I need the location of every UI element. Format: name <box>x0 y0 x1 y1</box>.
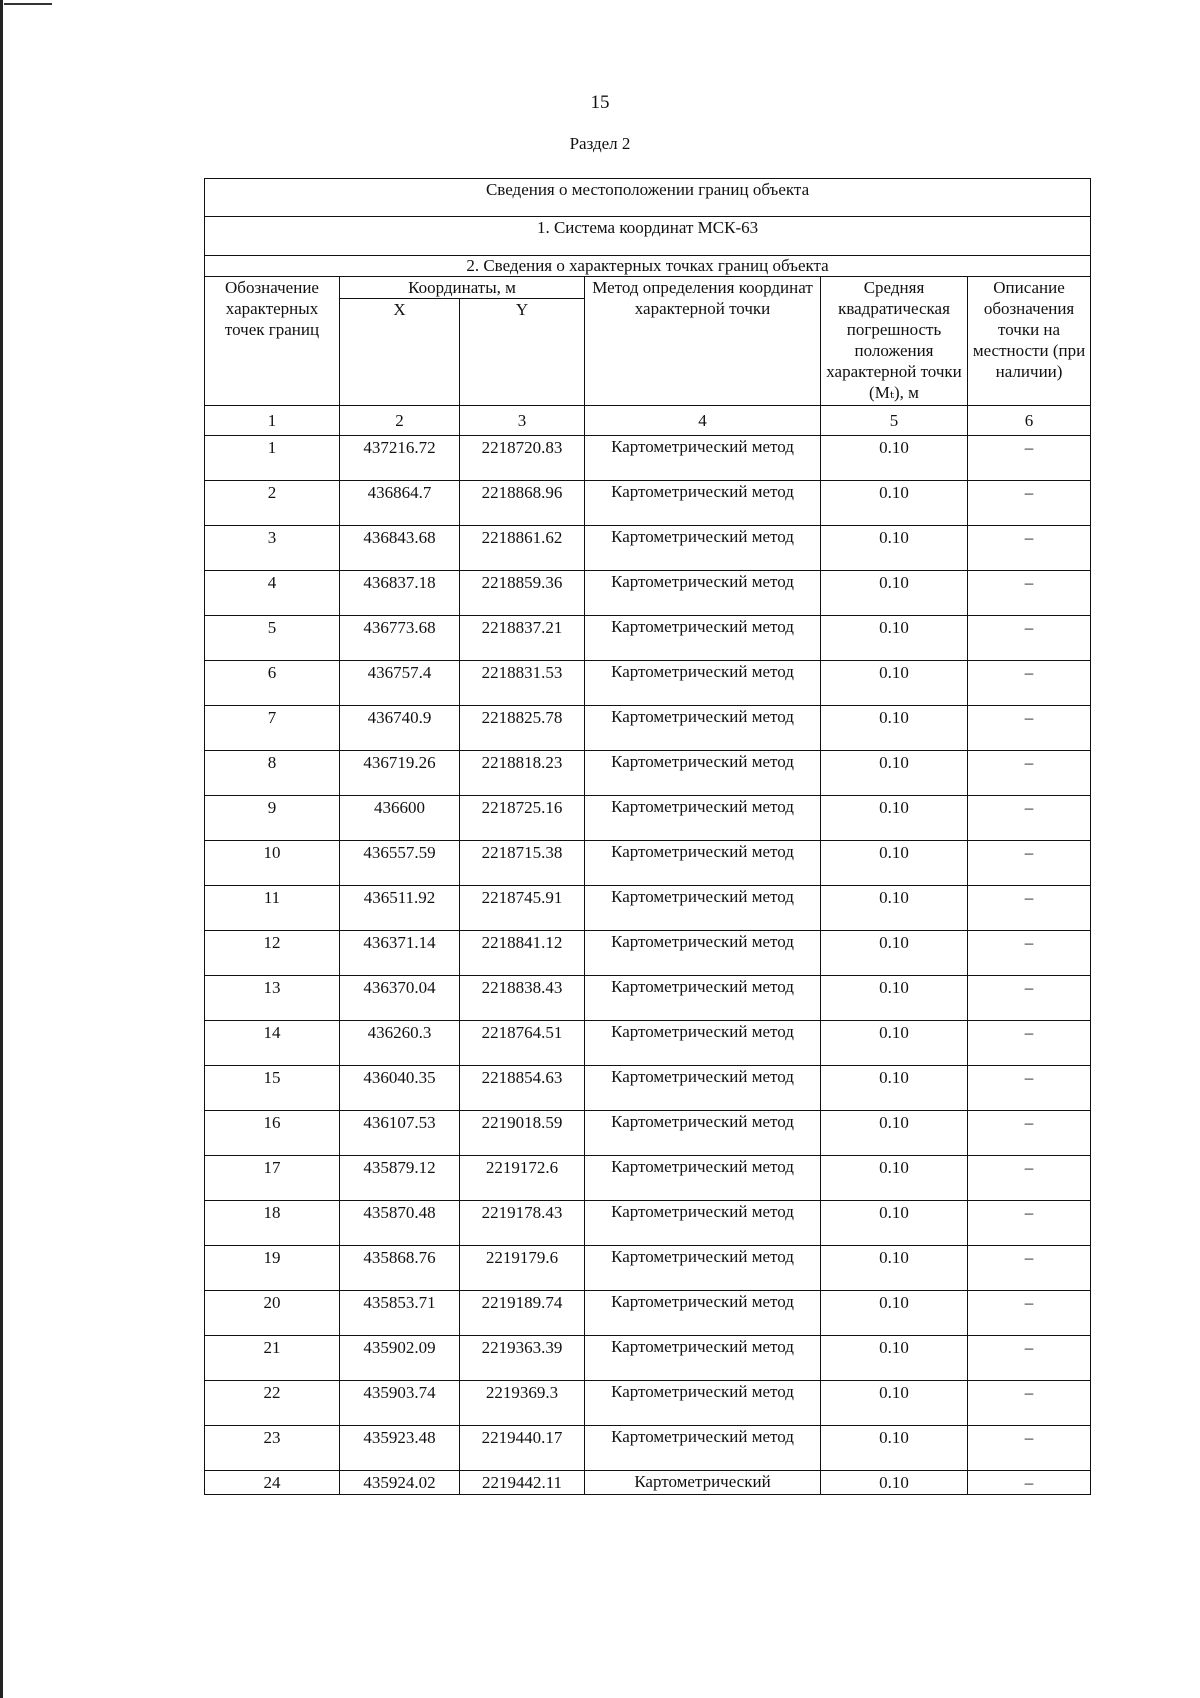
cell-error: 0.10 <box>821 436 968 481</box>
cell-method: Картометрический метод <box>585 481 821 526</box>
cell-y: 2219440.17 <box>460 1426 585 1471</box>
cell-description: – <box>968 1291 1091 1336</box>
cell-description: – <box>968 526 1091 571</box>
cell-point: 23 <box>205 1426 340 1471</box>
cell-point: 14 <box>205 1021 340 1066</box>
cell-description: – <box>968 1111 1091 1156</box>
boundary-table <box>204 178 1091 1495</box>
cell-description: – <box>968 751 1091 796</box>
header-point: Обозначение характерных точек границ <box>205 277 340 406</box>
cell-x: 436837.18 <box>340 571 460 616</box>
cell-y: 2218868.96 <box>460 481 585 526</box>
cell-point: 7 <box>205 706 340 751</box>
cell-x: 436511.92 <box>340 886 460 931</box>
cell-error: 0.10 <box>821 931 968 976</box>
cell-point: 4 <box>205 571 340 616</box>
cell-description: – <box>968 616 1091 661</box>
cell-error: 0.10 <box>821 616 968 661</box>
cell-point: 2 <box>205 481 340 526</box>
cell-point: 9 <box>205 796 340 841</box>
cell-error: 0.10 <box>821 1426 968 1471</box>
table-row <box>205 1111 1091 1156</box>
table-row <box>205 1021 1091 1066</box>
cell-description: – <box>968 1246 1091 1291</box>
cell-method: Картометрический метод <box>585 1066 821 1111</box>
cell-x: 436843.68 <box>340 526 460 571</box>
cell-method: Картометрический метод <box>585 841 821 886</box>
table-row <box>205 1291 1091 1336</box>
cell-method: Картометрический метод <box>585 1111 821 1156</box>
cell-y: 2219442.11 <box>460 1471 585 1495</box>
cell-error: 0.10 <box>821 841 968 886</box>
cell-error: 0.10 <box>821 796 968 841</box>
cell-description: – <box>968 796 1091 841</box>
cell-x: 437216.72 <box>340 436 460 481</box>
cell-error: 0.10 <box>821 1021 968 1066</box>
cell-description: – <box>968 886 1091 931</box>
cell-error: 0.10 <box>821 706 968 751</box>
header-y: Y <box>460 299 585 406</box>
column-number: 2 <box>340 406 460 436</box>
cell-error: 0.10 <box>821 1066 968 1111</box>
cell-point: 21 <box>205 1336 340 1381</box>
cell-x: 436773.68 <box>340 616 460 661</box>
cell-x: 435879.12 <box>340 1156 460 1201</box>
cell-y: 2219369.3 <box>460 1381 585 1426</box>
cell-x: 435870.48 <box>340 1201 460 1246</box>
table-row <box>205 481 1091 526</box>
cell-y: 2218841.12 <box>460 931 585 976</box>
cell-point: 18 <box>205 1201 340 1246</box>
cell-point: 13 <box>205 976 340 1021</box>
cell-x: 436600 <box>340 796 460 841</box>
cell-method: Картометрический метод <box>585 751 821 796</box>
cell-method: Картометрический метод <box>585 1201 821 1246</box>
cell-description: – <box>968 1156 1091 1201</box>
cell-point: 8 <box>205 751 340 796</box>
cell-method: Картометрический метод <box>585 661 821 706</box>
cell-error: 0.10 <box>821 1111 968 1156</box>
cell-point: 15 <box>205 1066 340 1111</box>
cell-error: 0.10 <box>821 481 968 526</box>
table-row <box>205 751 1091 796</box>
table-row <box>205 841 1091 886</box>
cell-y: 2218745.91 <box>460 886 585 931</box>
cell-description: – <box>968 1201 1091 1246</box>
cell-method: Картометрический <box>585 1471 821 1495</box>
cell-error: 0.10 <box>821 1246 968 1291</box>
cell-y: 2218861.62 <box>460 526 585 571</box>
cell-x: 435923.48 <box>340 1426 460 1471</box>
section-title: Раздел 2 <box>569 134 631 153</box>
cell-y: 2219189.74 <box>460 1291 585 1336</box>
cell-y: 2219018.59 <box>460 1111 585 1156</box>
column-number: 1 <box>205 406 340 436</box>
cell-x: 435924.02 <box>340 1471 460 1495</box>
cell-method: Картометрический метод <box>585 886 821 931</box>
cell-description: – <box>968 1471 1091 1495</box>
cell-method: Картометрический метод <box>585 1336 821 1381</box>
cell-method: Картометрический метод <box>585 1426 821 1471</box>
cell-error: 0.10 <box>821 751 968 796</box>
header-description: Описание обозначения точки на местности (при наличии) <box>968 277 1091 406</box>
cell-description: – <box>968 1336 1091 1381</box>
cell-error: 0.10 <box>821 886 968 931</box>
cell-description: – <box>968 976 1091 1021</box>
cell-method: Картометрический метод <box>585 1156 821 1201</box>
cell-x: 436719.26 <box>340 751 460 796</box>
cell-x: 436757.4 <box>340 661 460 706</box>
cell-description: – <box>968 706 1091 751</box>
table-row <box>205 1246 1091 1291</box>
cell-error: 0.10 <box>821 661 968 706</box>
cell-y: 2218720.83 <box>460 436 585 481</box>
table-caption: Сведения о местоположении границ объекта <box>205 179 1091 217</box>
column-number: 6 <box>968 406 1091 436</box>
cell-description: – <box>968 1426 1091 1471</box>
cell-error: 0.10 <box>821 1381 968 1426</box>
page-number: 15 <box>590 92 610 113</box>
cell-x: 436371.14 <box>340 931 460 976</box>
cell-x: 435902.09 <box>340 1336 460 1381</box>
cell-error: 0.10 <box>821 526 968 571</box>
cell-method: Картометрический метод <box>585 571 821 616</box>
cell-x: 435868.76 <box>340 1246 460 1291</box>
cell-error: 0.10 <box>821 1471 968 1495</box>
table-row <box>205 436 1091 481</box>
scan-corner-mark <box>4 3 52 5</box>
cell-method: Картометрический метод <box>585 976 821 1021</box>
cell-error: 0.10 <box>821 976 968 1021</box>
cell-description: – <box>968 841 1091 886</box>
header-error: Средняя квадратическая погрешность положения характерной точки (Mₜ), м <box>821 277 968 406</box>
cell-point: 19 <box>205 1246 340 1291</box>
header-x: X <box>340 299 460 406</box>
table-row <box>205 1156 1091 1201</box>
cell-x: 436107.53 <box>340 1111 460 1156</box>
cell-error: 0.10 <box>821 1156 968 1201</box>
cell-point: 6 <box>205 661 340 706</box>
cell-x: 436740.9 <box>340 706 460 751</box>
cell-method: Картометрический метод <box>585 1021 821 1066</box>
cell-description: – <box>968 481 1091 526</box>
table-row <box>205 571 1091 616</box>
cell-y: 2218818.23 <box>460 751 585 796</box>
cell-point: 11 <box>205 886 340 931</box>
cell-point: 17 <box>205 1156 340 1201</box>
cell-y: 2219363.39 <box>460 1336 585 1381</box>
cell-method: Картометрический метод <box>585 1246 821 1291</box>
table-row <box>205 661 1091 706</box>
cell-point: 10 <box>205 841 340 886</box>
cell-description: – <box>968 571 1091 616</box>
cell-x: 436260.3 <box>340 1021 460 1066</box>
points-section-title: 2. Сведения о характерных точках границ объекта <box>205 256 1091 277</box>
cell-point: 5 <box>205 616 340 661</box>
cell-y: 2219179.6 <box>460 1246 585 1291</box>
table-row <box>205 976 1091 1021</box>
table-row <box>205 1066 1091 1111</box>
table-row <box>205 796 1091 841</box>
cell-y: 2218859.36 <box>460 571 585 616</box>
cell-y: 2218837.21 <box>460 616 585 661</box>
cell-method: Картометрический метод <box>585 706 821 751</box>
coordinate-system: 1. Система координат МСК-63 <box>205 217 1091 256</box>
table-row <box>205 886 1091 931</box>
cell-error: 0.10 <box>821 1336 968 1381</box>
cell-description: – <box>968 1021 1091 1066</box>
cell-method: Картометрический метод <box>585 526 821 571</box>
cell-point: 16 <box>205 1111 340 1156</box>
cell-description: – <box>968 436 1091 481</box>
cell-x: 436864.7 <box>340 481 460 526</box>
cell-point: 12 <box>205 931 340 976</box>
cell-description: – <box>968 931 1091 976</box>
cell-point: 22 <box>205 1381 340 1426</box>
cell-description: – <box>968 1066 1091 1111</box>
cell-error: 0.10 <box>821 1291 968 1336</box>
column-number: 5 <box>821 406 968 436</box>
column-number: 3 <box>460 406 585 436</box>
cell-y: 2218764.51 <box>460 1021 585 1066</box>
cell-method: Картометрический метод <box>585 436 821 481</box>
cell-point: 24 <box>205 1471 340 1495</box>
header-coordinates: Координаты, м <box>340 277 585 299</box>
cell-y: 2218825.78 <box>460 706 585 751</box>
cell-point: 3 <box>205 526 340 571</box>
cell-x: 435903.74 <box>340 1381 460 1426</box>
cell-method: Картометрический метод <box>585 1381 821 1426</box>
cell-y: 2218715.38 <box>460 841 585 886</box>
scan-left-edge <box>0 0 3 1698</box>
cell-method: Картометрический метод <box>585 616 821 661</box>
cell-x: 436370.04 <box>340 976 460 1021</box>
cell-description: – <box>968 661 1091 706</box>
cell-x: 436040.35 <box>340 1066 460 1111</box>
cell-method: Картометрический метод <box>585 931 821 976</box>
cell-y: 2218838.43 <box>460 976 585 1021</box>
table-row <box>205 1471 1091 1495</box>
cell-y: 2219178.43 <box>460 1201 585 1246</box>
column-number: 4 <box>585 406 821 436</box>
cell-y: 2218854.63 <box>460 1066 585 1111</box>
table-row <box>205 526 1091 571</box>
cell-y: 2219172.6 <box>460 1156 585 1201</box>
cell-x: 436557.59 <box>340 841 460 886</box>
table-row <box>205 1336 1091 1381</box>
cell-method: Картометрический метод <box>585 796 821 841</box>
cell-y: 2218725.16 <box>460 796 585 841</box>
cell-error: 0.10 <box>821 1201 968 1246</box>
table-row <box>205 616 1091 661</box>
table-row <box>205 931 1091 976</box>
table-row <box>205 706 1091 751</box>
header-method: Метод определения координат характерной точки <box>585 277 821 406</box>
cell-error: 0.10 <box>821 571 968 616</box>
table-row <box>205 1426 1091 1471</box>
cell-point: 1 <box>205 436 340 481</box>
table-row <box>205 1381 1091 1426</box>
cell-method: Картометрический метод <box>585 1291 821 1336</box>
cell-description: – <box>968 1381 1091 1426</box>
table-row <box>205 1201 1091 1246</box>
cell-x: 435853.71 <box>340 1291 460 1336</box>
cell-y: 2218831.53 <box>460 661 585 706</box>
cell-point: 20 <box>205 1291 340 1336</box>
